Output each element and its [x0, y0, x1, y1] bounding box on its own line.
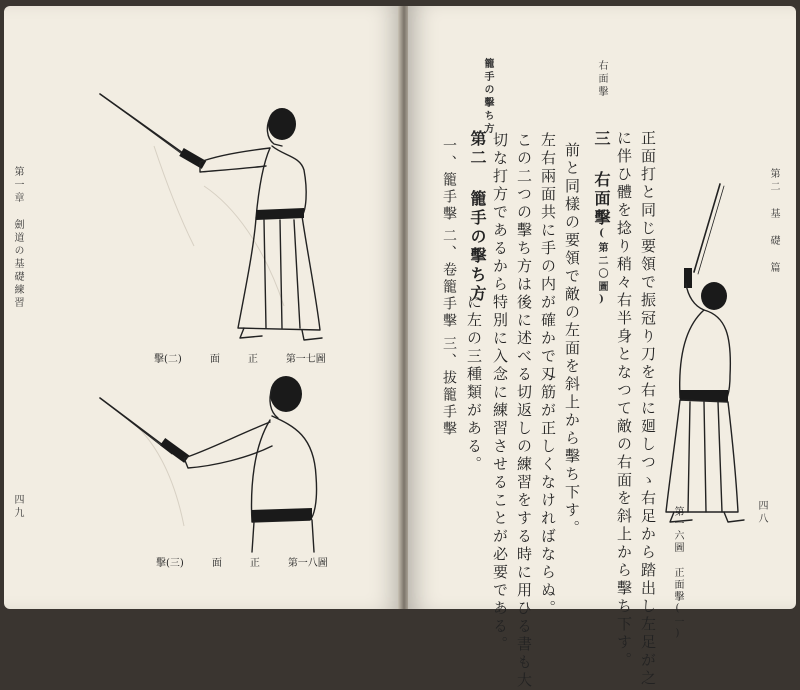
right-page-number: 四八 — [756, 500, 767, 526]
text-column-1: 正面打と同じ要領で振冠り刀を右に廻しつゝ右足から踏出し左足が之 — [639, 130, 657, 688]
marginal-note-right-face: 右面擊 — [596, 60, 607, 99]
fig17-label: 第一七圖 — [285, 354, 326, 365]
fig18-char3: 擊(三) — [156, 558, 184, 569]
figure-18-illustration — [4, 6, 400, 609]
left-running-head: 第一章 劍道の基礎練習 — [12, 166, 23, 310]
right-page — [408, 6, 796, 690]
kote-item-2: 二、卷籠手擊 — [441, 228, 457, 330]
text-column-2: に伴ひ體を捻り稍々右半身となつて敵の右面を斜上から擊ち下す。 — [615, 130, 633, 670]
fig18-char1: 正 — [249, 558, 260, 569]
text-column-5: 左右兩面共に手の内が確かで刄筋が正しくなければならぬ。 — [539, 132, 557, 618]
section-3-heading — [590, 130, 613, 308]
left-page — [4, 6, 400, 609]
fig18-label: 第一八圖 — [287, 558, 328, 569]
fig17-char3: 擊(二) — [154, 354, 182, 365]
figure-18-caption — [156, 554, 328, 569]
text-column-7: 切な打方であるから特別に入念に練習させることが必要である。 — [491, 132, 509, 654]
fig17-char1: 正 — [247, 354, 258, 365]
fig18-char2: 面 — [211, 558, 222, 569]
section-2-title: 第二 籠手の擊ち方 — [468, 130, 487, 304]
section-2-heading — [466, 130, 489, 304]
section-3-figure-ref: (第二〇圖) — [596, 228, 607, 308]
figure-16-caption: 第一六圖 正面擊(一) — [672, 506, 683, 641]
section-3-title: 三 右面擊 — [592, 130, 611, 228]
fig17-char2: 面 — [209, 354, 220, 365]
text-column-4: 前と同樣の要領で敵の左面を斜上から擊ち下す。 — [563, 142, 581, 538]
text-column-6: この二つの擊ち方は後に述べる切返しの練習をする時に用ひる書も大 — [515, 132, 533, 690]
section-2-tail: に左の三種類がある。 — [465, 294, 483, 474]
kote-item-1: 一、籠手擊 — [441, 138, 457, 223]
kote-item-3: 三、拔籠手擊 — [441, 336, 457, 438]
left-page-number: 四九 — [12, 494, 23, 520]
marginal-note-kote: 籠手の擊ち方 — [482, 58, 493, 136]
right-running-head: 第二 基 礎 篇 — [768, 168, 779, 275]
